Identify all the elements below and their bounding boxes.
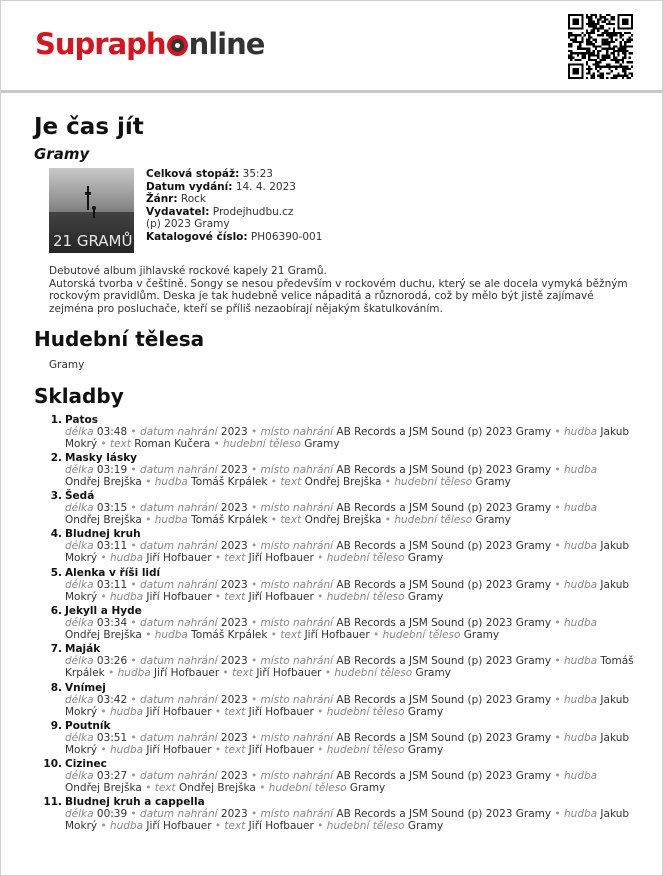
album-detail <box>34 113 634 835</box>
track-item[interactable] <box>34 567 634 603</box>
track-number: 9. <box>50 719 62 732</box>
track-number: 8. <box>50 681 62 694</box>
track-number: 2. <box>50 451 62 464</box>
track-details: délka 03:48 • datum nahrání 2023 • místo nahrání AB Records a JSM Sound (p) 2023 Gramy • hudba Jakub Mokrý • text Roman Kučera • hudební těleso Gramy <box>65 425 630 450</box>
track-details: délka 03:51 • datum nahrání 2023 • místo nahrání AB Records a JSM Sound (p) 2023 Gramy • hudba Jakub Mokrý • hudba Jiří Hofbauer • text Jiří Hofbauer • hudební těleso Gramy <box>65 731 630 756</box>
meta-row: Vydavatel: Prodejhudbu.cz <box>146 205 294 218</box>
track-details: délka 03:42 • datum nahrání 2023 • místo nahrání AB Records a JSM Sound (p) 2023 Gramy • hudba Jakub Mokrý • hudba Jiří Hofbauer • text Jiří Hofbauer • hudební těleso Gramy <box>65 693 630 718</box>
tracks-heading: Skladby <box>34 383 124 408</box>
album-meta <box>146 168 322 243</box>
supraphonline-logo[interactable]: Supraph nline <box>35 27 265 61</box>
track-item[interactable] <box>34 796 634 832</box>
track-title[interactable]: Šedá <box>65 490 95 503</box>
album-info <box>34 168 634 260</box>
track-number: 3. <box>50 490 62 503</box>
track-item[interactable] <box>34 528 634 564</box>
track-details: délka 03:11 • datum nahrání 2023 • místo nahrání AB Records a JSM Sound (p) 2023 Gramy • hudba Jakub Mokrý • hudba Jiří Hofbauer • text Jiří Hofbauer • hudební těleso Gramy <box>65 540 630 565</box>
track-item[interactable] <box>34 605 634 641</box>
bands-heading: Hudební tělesa <box>34 327 205 351</box>
track-number: 4. <box>50 528 62 541</box>
vinyl-disc-icon <box>167 35 188 56</box>
track-item[interactable] <box>34 720 634 756</box>
track-details: délka 03:27 • datum nahrání 2023 • místo nahrání AB Records a JSM Sound (p) 2023 Gramy • hudba Ondřej Brejška • text Ondřej Brejška • hudební těleso Gramy <box>65 770 598 795</box>
album-description: Debutové album jihlavské rockové kapely 21 Gramů. Autorská tvorba v češtině. Songy se nesou především v rockovém duchu, který se ale docela vymyká běžným rockovým pravidlům. Deska je tak hudebně velice nápaditá a různorodá, což by mělo být jistě zajímavé zejména pro posluchače, kteří se příliš nezaobírají nějakým škatulkováním. <box>49 265 628 315</box>
track-details: délka 00:39 • datum nahrání 2023 • místo nahrání AB Records a JSM Sound (p) 2023 Gramy • hudba Jakub Mokrý • hudba Jiří Hofbauer • text Jiří Hofbauer • hudební těleso Gramy <box>65 808 630 833</box>
track-title[interactable]: Maják <box>65 643 101 656</box>
track-details: délka 03:26 • datum nahrání 2023 • místo nahrání AB Records a JSM Sound (p) 2023 Gramy • hudba Tomáš Krpálek • hudba Jiří Hofbauer • text Jiří Hofbauer • hudební těleso Gramy <box>65 655 634 680</box>
svg-text:21 GRAMŮ: 21 GRAMŮ <box>53 232 133 250</box>
track-item[interactable] <box>34 414 634 450</box>
track-item[interactable] <box>34 490 634 526</box>
track-number: 11. <box>43 796 62 809</box>
track-title[interactable]: Alenka v říši lidí <box>65 566 161 579</box>
track-title[interactable]: Jekyll a Hyde <box>65 604 142 617</box>
track-title[interactable]: Bludnej kruh <box>65 528 141 541</box>
qr-code-icon <box>568 14 633 79</box>
track-details: délka 03:15 • datum nahrání 2023 • místo nahrání AB Records a JSM Sound (p) 2023 Gramy • hudba Ondřej Brejška • hudba Tomáš Krpálek • text Ondřej Brejška • hudební těleso Gramy <box>65 502 598 527</box>
band-name[interactable]: Gramy <box>49 359 85 371</box>
meta-row: Žánr: Rock <box>146 193 207 205</box>
track-details: délka 03:34 • datum nahrání 2023 • místo nahrání AB Records a JSM Sound (p) 2023 Gramy • hudba Ondřej Brejška • hudba Tomáš Krpálek • text Jiří Hofbauer • hudební těleso Gramy <box>65 616 598 641</box>
track-details: délka 03:11 • datum nahrání 2023 • místo nahrání AB Records a JSM Sound (p) 2023 Gramy • hudba Jakub Mokrý • hudba Jiří Hofbauer • text Jiří Hofbauer • hudební těleso Gramy <box>65 578 630 603</box>
track-title[interactable]: Cizinec <box>65 758 107 771</box>
track-item[interactable] <box>34 682 634 718</box>
track-number: 5. <box>50 566 62 579</box>
track-title[interactable]: Poutník <box>65 719 111 732</box>
track-list <box>34 414 634 833</box>
track-item[interactable] <box>34 758 634 794</box>
album-cover <box>49 168 134 253</box>
track-number: 1. <box>50 413 62 426</box>
track-details: délka 03:19 • datum nahrání 2023 • místo nahrání AB Records a JSM Sound (p) 2023 Gramy • hudba Ondřej Brejška • hudba Tomáš Krpálek • text Ondřej Brejška • hudební těleso Gramy <box>65 463 598 488</box>
meta-row: (p) 2023 Gramy <box>146 218 230 230</box>
track-item[interactable] <box>34 643 634 679</box>
track-title[interactable]: Masky lásky <box>65 451 138 464</box>
track-number: 10. <box>43 758 62 771</box>
album-title: Je čas jít <box>34 114 144 140</box>
track-item[interactable] <box>34 452 634 488</box>
meta-row: Katalogové číslo: PH06390-001 <box>146 230 323 243</box>
track-title[interactable]: Patos <box>65 413 98 426</box>
meta-row: Celková stopáž: 35:23 <box>146 168 273 180</box>
page-header <box>1 1 662 93</box>
meta-row: Datum vydání: 14. 4. 2023 <box>146 180 296 193</box>
track-number: 7. <box>50 643 62 656</box>
track-title[interactable]: Bludnej kruh a cappella <box>65 796 205 809</box>
track-title[interactable]: Vnímej <box>65 681 106 694</box>
album-artist: Gramy <box>34 145 90 163</box>
publisher-link[interactable]: Prodejhudbu.cz <box>212 205 294 218</box>
track-number: 6. <box>50 604 62 617</box>
